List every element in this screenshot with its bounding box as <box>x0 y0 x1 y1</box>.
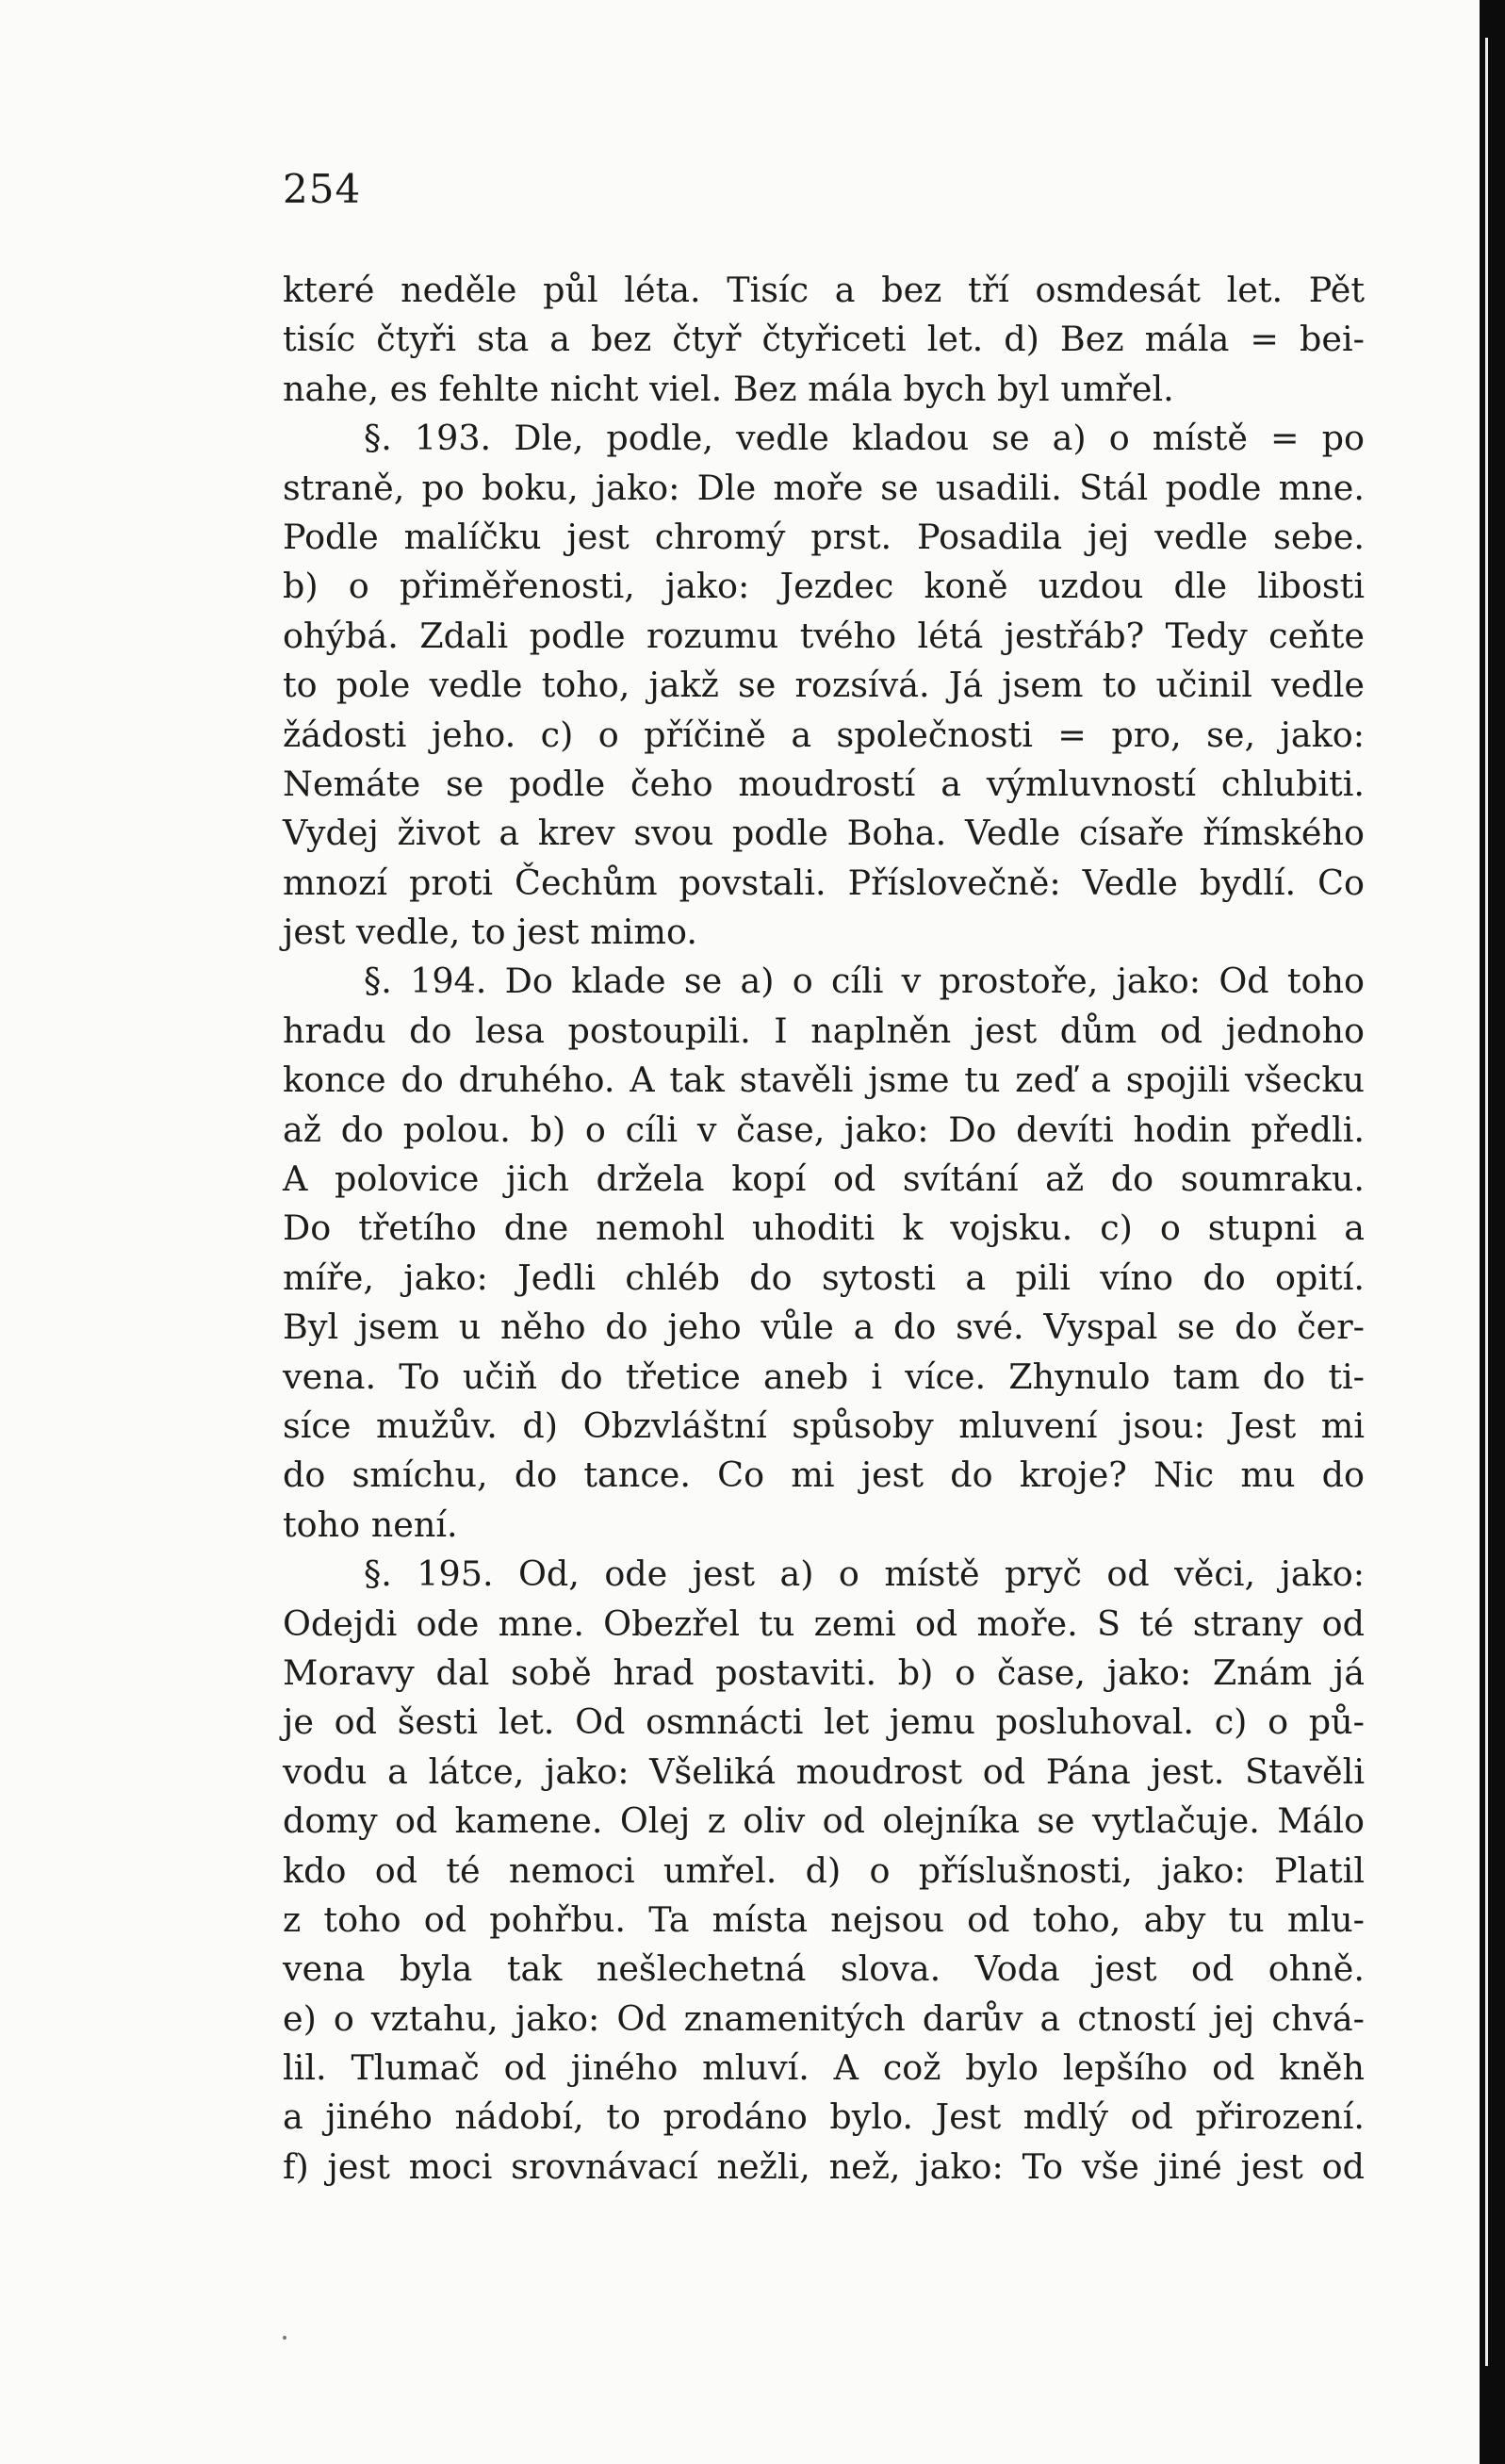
text-line: vena. To učiň do třetice aneb i více. Zhynulo tam do ti- <box>283 1355 1365 1397</box>
scan-edge-rule <box>1485 38 1488 2366</box>
text-line: a jiného nádobí, to prodáno bylo. Jest mdlý od přirození. <box>283 2096 1365 2138</box>
text-line: do smíchu, do tance. Co mi jest do kroje? Nic mu do <box>283 1454 1365 1496</box>
text-line: vodu a látce, jako: Všeliká moudrost od Pána jest. Stavěli <box>283 1750 1365 1792</box>
text-line: hradu do lesa postoupili. I naplněn jest dům od jednoho <box>283 1010 1365 1051</box>
text-line: konce do druhého. A tak stavěli jsme tu zeď a spojili všecku <box>283 1060 1365 1101</box>
text-line: e) o vztahu, jako: Od znamenitých darův a ctností jej chvá- <box>283 1997 1365 2039</box>
text-line: Odejdi ode mne. Obezřel tu zemi od moře. S té strany od <box>283 1602 1365 1644</box>
text-line: tisíc čtyři sta a bez čtyř čtyřiceti let. d) Bez mála = bei- <box>283 319 1365 360</box>
text-line: Vydej život a krev svou podle Boha. Vedle císaře římského <box>283 813 1365 854</box>
text-line: míře, jako: Jedli chléb do sytosti a pili víno do opití. <box>283 1257 1365 1298</box>
text-line: to pole vedle toho, jakž se rozsívá. Já jsem to učinil vedle <box>283 665 1365 706</box>
text-line: jest vedle, to jest mimo. <box>283 912 697 953</box>
text-line: Moravy dal sobě hrad postaviti. b) o čase, jako: Znám já <box>283 1651 1365 1693</box>
text-line: Byl jsem u něho do jeho vůle a do své. Vyspal se do čer- <box>283 1306 1365 1348</box>
text-line: f) jest moci srovnávací nežli, než, jako: To vše jiné jest od <box>283 2145 1365 2187</box>
text-line: kdo od té nemoci umřel. d) o příslušnosti, jako: Platil <box>283 1849 1365 1891</box>
text-line: žádosti jeho. c) o příčině a společnosti = pro, se, jako: <box>283 714 1365 755</box>
body-text <box>283 266 1365 2192</box>
text-line: síce mužův. d) Obzvláštní spůsoby mluvení jsou: Jest mi <box>283 1404 1365 1446</box>
text-line: Do třetího dne nemohl uhoditi k vojsku. c) o stupni a <box>283 1207 1365 1249</box>
section-194-heading-line: §. 194. Do klade se a) o cíli v prostoře, jako: Od toho <box>364 961 1365 1002</box>
scan-border <box>1480 0 1505 2464</box>
text-line: ohýbá. Zdali podle rozumu tvého létá jestřáb? Tedy ceňte <box>283 615 1365 656</box>
text-line: z toho od pohřbu. Ta místa nejsou od toho, aby tu mlu- <box>283 1898 1365 1940</box>
text-line: A polovice jich držela kopí od svítání až do soumraku. <box>283 1158 1365 1200</box>
text-line: nahe, es fehlte nicht viel. Bez mála bych byl umřel. <box>283 368 1174 409</box>
text-line: domy od kamene. Olej z oliv od olejníka se vytlačuje. Málo <box>283 1800 1365 1842</box>
text-line: b) o přiměřenosti, jako: Jezdec koně uzdou dle libosti <box>283 566 1365 607</box>
text-line: až do polou. b) o cíli v čase, jako: Do devíti hodin předli. <box>283 1109 1365 1150</box>
text-line: je od šesti let. Od osmnácti let jemu posluhoval. c) o pů- <box>283 1701 1365 1743</box>
section-193-heading-line: §. 193. Dle, podle, vedle kladou se a) o místě = po <box>364 418 1365 459</box>
text-line: toho není. <box>283 1503 458 1545</box>
page-number: 254 <box>283 166 362 212</box>
text-line: Podle malíčku jest chromý prst. Posadila jej vedle sebe. <box>283 516 1365 557</box>
text-line: straně, po boku, jako: Dle moře se usadili. Stál podle mne. <box>283 467 1365 508</box>
paper-speck <box>283 2336 286 2340</box>
text-line: vena byla tak nešlechetná slova. Voda jest od ohně. <box>283 1948 1365 1990</box>
text-line: mnozí proti Čechům povstali. Příslovečně: Vedle bydlí. Co <box>283 862 1365 903</box>
text-line: lil. Tlumač od jiného mluví. A což bylo lepšího od kněh <box>283 2047 1365 2089</box>
text-line: Nemáte se podle čeho moudrostí a výmluvností chlubiti. <box>283 763 1365 804</box>
text-line: které neděle půl léta. Tisíc a bez tří osmdesát let. Pět <box>283 270 1365 310</box>
section-195-heading-line: §. 195. Od, ode jest a) o místě pryč od věci, jako: <box>364 1553 1365 1595</box>
